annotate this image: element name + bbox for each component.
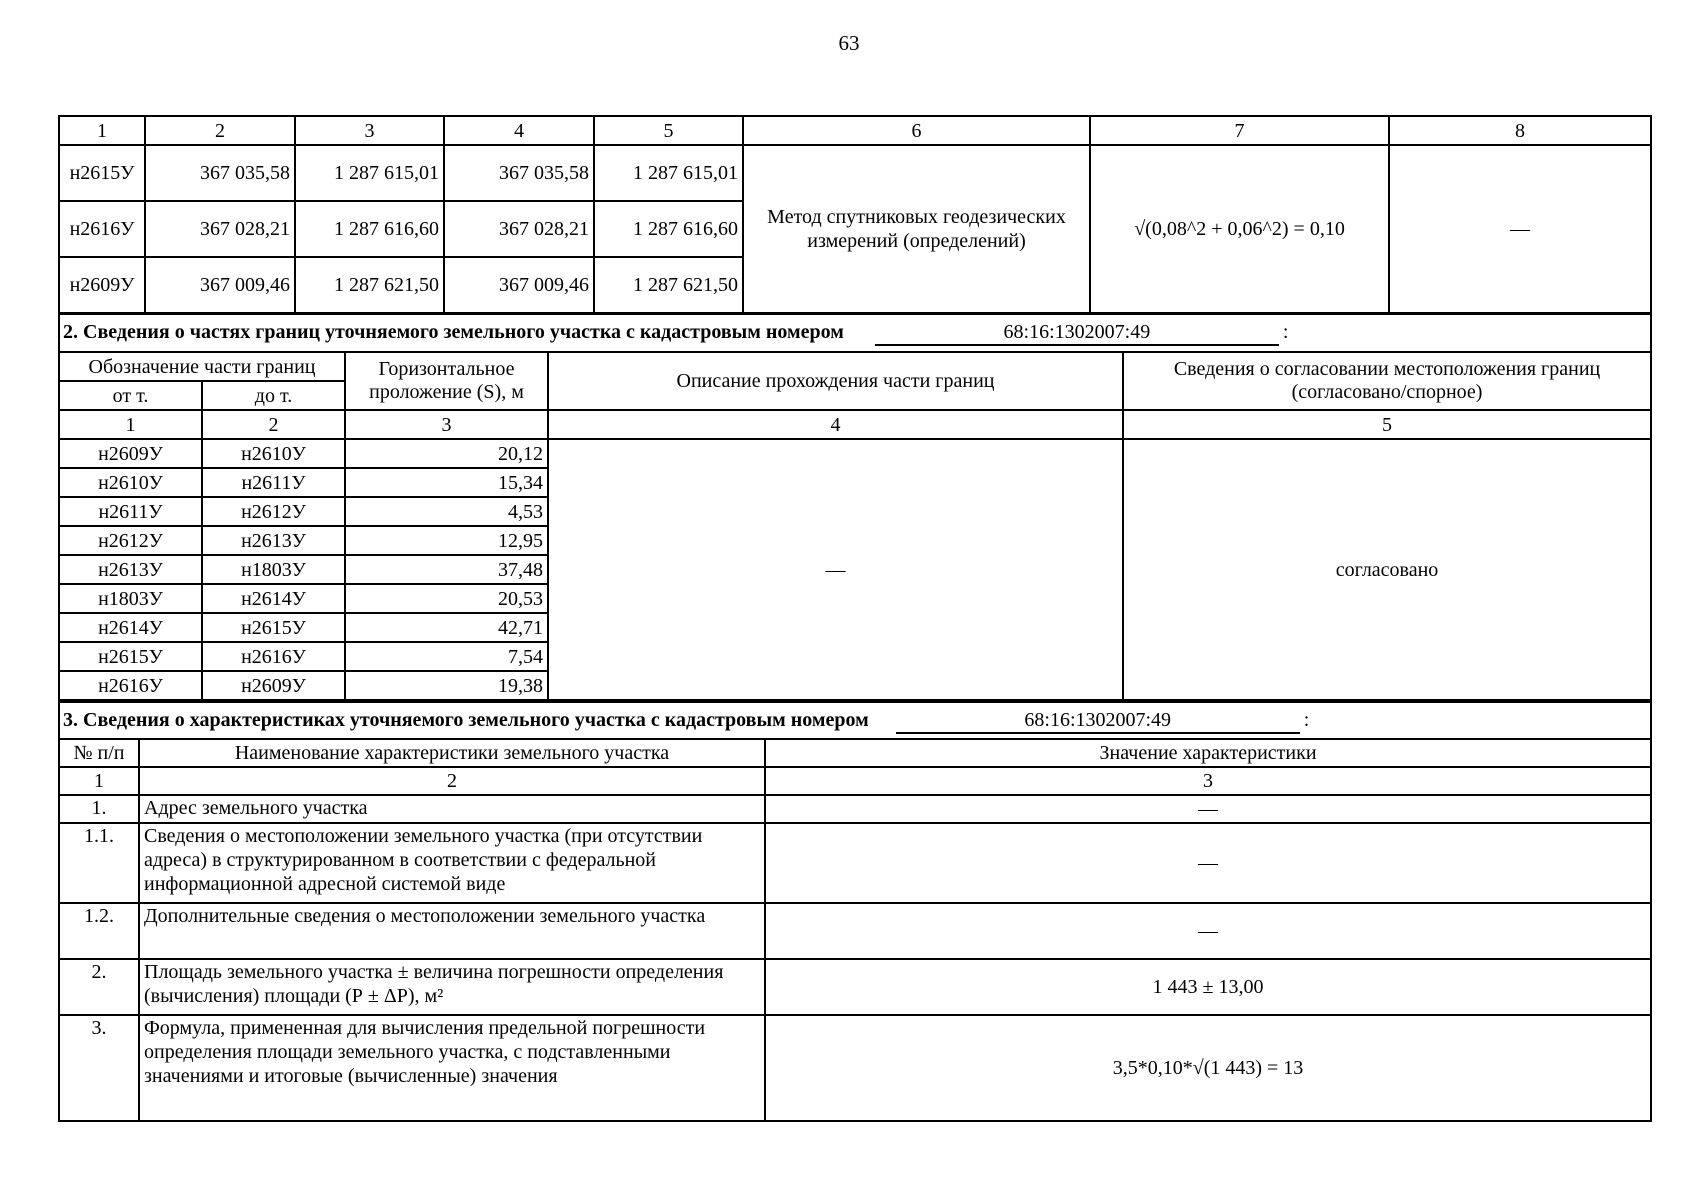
header-part: Обозначение части границ bbox=[59, 352, 345, 381]
section-2-colon: : bbox=[1282, 321, 1289, 343]
distance: 15,34 bbox=[345, 468, 548, 497]
table-row bbox=[59, 795, 1651, 823]
section-3-cadastral-number: 68:16:1302007:49 bbox=[896, 708, 1300, 734]
to-point: н2616У bbox=[202, 642, 345, 671]
col-number: 1 bbox=[59, 410, 202, 439]
table-row bbox=[59, 823, 1651, 903]
characteristics-table bbox=[58, 701, 1652, 1122]
col-number: 2 bbox=[202, 410, 345, 439]
characteristic-value: — bbox=[765, 795, 1651, 823]
coord-x-new: 367 035,58 bbox=[444, 145, 594, 201]
page-number: 63 bbox=[838, 31, 860, 55]
coord-y-new: 1 287 616,60 bbox=[594, 201, 743, 257]
row-number: 1.2. bbox=[59, 903, 139, 959]
header-name: Наименование характеристики земельного участка bbox=[139, 739, 765, 767]
coordinates-table bbox=[58, 115, 1652, 314]
to-point: н2612У bbox=[202, 497, 345, 526]
characteristic-name: Площадь земельного участка ± величина погрешности определения (вычисления) площади (Р ± ΔР), м² bbox=[139, 959, 765, 1015]
header-to: до т. bbox=[202, 381, 345, 410]
table-row bbox=[59, 145, 1651, 201]
coord-x-new: 367 009,46 bbox=[444, 257, 594, 313]
distance: 12,95 bbox=[345, 526, 548, 555]
from-point: н2616У bbox=[59, 671, 202, 700]
from-point: н2615У bbox=[59, 642, 202, 671]
coord-y-new: 1 287 621,50 bbox=[594, 257, 743, 313]
coord-x-old: 367 035,58 bbox=[145, 145, 295, 201]
col-number: 2 bbox=[139, 767, 765, 795]
header-number: № п/п bbox=[59, 739, 139, 767]
characteristic-value: — bbox=[765, 823, 1651, 903]
col-header: 4 bbox=[444, 116, 594, 145]
coord-x-old: 367 028,21 bbox=[145, 201, 295, 257]
characteristic-value: — bbox=[765, 903, 1651, 959]
distance: 7,54 bbox=[345, 642, 548, 671]
col-number: 1 bbox=[59, 767, 139, 795]
col-header: 6 bbox=[743, 116, 1090, 145]
col-header: 1 bbox=[59, 116, 145, 145]
characteristic-name: Формула, примененная для вычисления предельной погрешности определения площади земельного участка, с подставленными значениями и итоговые (вычисленные) значения bbox=[139, 1015, 765, 1121]
coord-y-old: 1 287 616,60 bbox=[295, 201, 444, 257]
accuracy-formula-cell: √(0,08^2 + 0,06^2) = 0,10 bbox=[1090, 145, 1389, 313]
section-3-colon: : bbox=[1303, 708, 1310, 731]
section-2-cadastral-number: 68:16:1302007:49 bbox=[875, 320, 1279, 346]
header-distance: Горизонтальное проложение (S), м bbox=[345, 352, 548, 410]
table-row bbox=[59, 903, 1651, 959]
description-value: — bbox=[548, 439, 1123, 700]
row-number: 1.1. bbox=[59, 823, 139, 903]
section-3-number-row bbox=[59, 767, 1651, 795]
col-header: 3 bbox=[295, 116, 444, 145]
coord-x-old: 367 009,46 bbox=[145, 257, 295, 313]
from-point: н1803У bbox=[59, 584, 202, 613]
to-point: н1803У bbox=[202, 555, 345, 584]
section-3-title-row bbox=[59, 702, 1651, 739]
distance: 20,53 bbox=[345, 584, 548, 613]
section-2-title: 2. Сведения о частях границ уточняемого земельного участка с кадастровым номером bbox=[63, 321, 844, 343]
characteristic-value: 3,5*0,10*√(1 443) = 13 bbox=[765, 1015, 1651, 1121]
coord-x-new: 367 028,21 bbox=[444, 201, 594, 257]
point-id: н2616У bbox=[59, 201, 145, 257]
header-description: Описание прохождения части границ bbox=[548, 352, 1123, 410]
to-point: н2613У bbox=[202, 526, 345, 555]
distance: 42,71 bbox=[345, 613, 548, 642]
from-point: н2614У bbox=[59, 613, 202, 642]
characteristic-name: Дополнительные сведения о местоположении земельного участка bbox=[139, 903, 765, 959]
agreement-value: согласовано bbox=[1123, 439, 1651, 700]
row-number: 2. bbox=[59, 959, 139, 1015]
table-row bbox=[59, 1015, 1651, 1121]
col-header: 8 bbox=[1389, 116, 1651, 145]
from-point: н2612У bbox=[59, 526, 202, 555]
section-3-title: 3. Сведения о характеристиках уточняемого земельного участка с кадастровым номером bbox=[63, 708, 869, 731]
characteristic-value: 1 443 ± 13,00 bbox=[765, 959, 1651, 1015]
table-row bbox=[59, 959, 1651, 1015]
to-point: н2609У bbox=[202, 671, 345, 700]
to-point: н2614У bbox=[202, 584, 345, 613]
from-point: н2611У bbox=[59, 497, 202, 526]
header-value: Значение характеристики bbox=[765, 739, 1651, 767]
section-2-header-row bbox=[59, 352, 1651, 381]
col8-cell: — bbox=[1389, 145, 1651, 313]
method-cell: Метод спутниковых геодезических измерений (определений) bbox=[743, 145, 1090, 313]
section-3-header-row bbox=[59, 739, 1651, 767]
col-header: 5 bbox=[594, 116, 743, 145]
characteristic-name: Адрес земельного участка bbox=[139, 795, 765, 823]
coord-y-old: 1 287 615,01 bbox=[295, 145, 444, 201]
table-row bbox=[59, 439, 1651, 468]
header-agreement: Сведения о согласовании местоположения границ (согласовано/спорное) bbox=[1123, 352, 1651, 410]
col-number: 5 bbox=[1123, 410, 1651, 439]
boundary-parts-table bbox=[58, 313, 1652, 701]
row-number: 1. bbox=[59, 795, 139, 823]
to-point: н2610У bbox=[202, 439, 345, 468]
characteristic-name: Сведения о местоположении земельного участка (при отсутствии адреса) в структурированном в соответствии с федеральной информационной адресной системой виде bbox=[139, 823, 765, 903]
to-point: н2611У bbox=[202, 468, 345, 497]
distance: 4,53 bbox=[345, 497, 548, 526]
row-number: 3. bbox=[59, 1015, 139, 1121]
from-point: н2613У bbox=[59, 555, 202, 584]
coord-y-old: 1 287 621,50 bbox=[295, 257, 444, 313]
col-header: 2 bbox=[145, 116, 295, 145]
from-point: н2609У bbox=[59, 439, 202, 468]
point-id: н2609У bbox=[59, 257, 145, 313]
col-header: 7 bbox=[1090, 116, 1389, 145]
section-2-title-row bbox=[59, 314, 1651, 352]
distance: 37,48 bbox=[345, 555, 548, 584]
to-point: н2615У bbox=[202, 613, 345, 642]
header-from: от т. bbox=[59, 381, 202, 410]
section-2-number-row bbox=[59, 410, 1651, 439]
coord-y-new: 1 287 615,01 bbox=[594, 145, 743, 201]
col-number: 3 bbox=[765, 767, 1651, 795]
distance: 19,38 bbox=[345, 671, 548, 700]
col-number: 4 bbox=[548, 410, 1123, 439]
from-point: н2610У bbox=[59, 468, 202, 497]
point-id: н2615У bbox=[59, 145, 145, 201]
col-number: 3 bbox=[345, 410, 548, 439]
distance: 20,12 bbox=[345, 439, 548, 468]
coordinates-header-row bbox=[59, 116, 1651, 145]
